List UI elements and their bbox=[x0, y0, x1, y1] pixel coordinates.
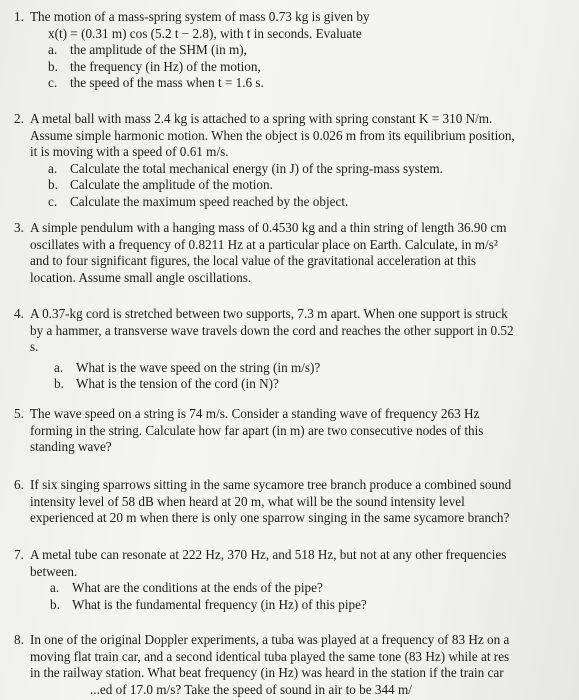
problem-part bbox=[54, 376, 579, 393]
part-text: Calculate the amplitude of the motion. bbox=[70, 177, 273, 193]
problem-text-line: between. bbox=[30, 563, 78, 579]
problem-part bbox=[48, 161, 579, 178]
problem-text-line: and to four significant figures, the local value of the gravitational acceleration at this bbox=[30, 253, 477, 269]
part-label: b. bbox=[54, 376, 64, 392]
problem-part bbox=[54, 360, 579, 377]
problem-number: 5. bbox=[14, 406, 24, 421]
problem-text-line: s. bbox=[30, 339, 39, 355]
part-text: What is the tension of the cord (in N)? bbox=[76, 376, 279, 392]
problem-number: 1. bbox=[14, 9, 24, 24]
problem-8 bbox=[14, 632, 579, 698]
problem-text-line: location. Assume small angle oscillations. bbox=[30, 269, 252, 285]
problem-7 bbox=[14, 547, 579, 613]
problem-number: 6. bbox=[14, 477, 24, 492]
part-label: c. bbox=[48, 75, 58, 91]
problem-number: 4. bbox=[14, 306, 24, 321]
problem-text-line: oscillates with a frequency of 0.8211 Hz at a particular place on Earth. Calculate, in m/s² bbox=[30, 236, 498, 252]
part-label: a. bbox=[54, 359, 64, 375]
part-text: What is the fundamental frequency (in Hz) of this pipe? bbox=[72, 596, 367, 612]
problem-3 bbox=[14, 220, 579, 286]
part-label: b. bbox=[48, 177, 58, 193]
problem-part bbox=[48, 42, 579, 59]
part-text: Calculate the total mechanical energy (in J) of the spring-mass system. bbox=[70, 160, 443, 176]
problem-formula-line: x(t) = (0.31 m) cos (5.2 t − 2.8), with t in seconds. Evaluate bbox=[48, 25, 362, 41]
problem-text-line: by a hammer, a transverse wave travels down the cord and reaches the other support in 0.52 bbox=[30, 322, 514, 338]
problem-text-line: intensity level of 58 dB when heard at 20 m, what will be the sound intensity level bbox=[30, 493, 465, 509]
part-text: What is the wave speed on the string (in m/s)? bbox=[76, 359, 321, 375]
problem-text-line: The wave speed on a string is 74 m/s. Consider a standing wave of frequency 263 Hz bbox=[30, 406, 480, 421]
problem-text-line: In one of the original Doppler experiments, a tuba was played at a frequency of 83 Hz on a bbox=[30, 632, 510, 647]
problem-part bbox=[48, 59, 579, 76]
problem-text-line: A 0.37-kg cord is stretched between two supports, 7.3 m apart. When one support is struck bbox=[30, 306, 508, 321]
problem-text-line: Assume simple harmonic motion. When the object is 0.026 m from its equilibrium position, bbox=[30, 127, 515, 143]
problem-text-line: The motion of a mass-spring system of mass 0.73 kg is given by bbox=[30, 9, 370, 24]
part-label: b. bbox=[48, 58, 58, 74]
problem-text-line: A simple pendulum with a hanging mass of 0.4530 kg and a thin string of length 36.90 cm bbox=[30, 220, 507, 235]
problem-text-line: ...ed of 17.0 m/s? Take the speed of sound in air to be 344 m/ bbox=[90, 681, 412, 697]
problem-text-line: If six singing sparrows sitting in the same sycamore tree branch produce a combined sound bbox=[30, 477, 512, 492]
part-label: c. bbox=[48, 193, 58, 209]
problem-number: 8. bbox=[14, 632, 24, 647]
problem-text-line: experienced at 20 m when there is only one sparrow singing in the same sycamore branch? bbox=[30, 510, 510, 526]
part-text: the amplitude of the SHM (in m), bbox=[70, 42, 247, 58]
problem-text-line: forming in the string. Calculate how far apart (in m) are two consecutive nodes of this bbox=[30, 422, 484, 438]
part-label: a. bbox=[48, 42, 58, 58]
problem-part bbox=[50, 597, 579, 614]
problem-2 bbox=[14, 111, 579, 211]
problem-6 bbox=[14, 477, 579, 527]
part-text: the frequency (in Hz) of the motion, bbox=[70, 58, 261, 74]
problem-text-line: it is moving with a speed of 0.61 m/s. bbox=[30, 144, 229, 160]
part-text: What are the conditions at the ends of the pipe? bbox=[72, 580, 323, 596]
problem-4 bbox=[14, 306, 579, 393]
problem-text-line: A metal tube can resonate at 222 Hz, 370 Hz, and 518 Hz, but not at any other frequencies bbox=[30, 547, 507, 562]
problem-part bbox=[48, 194, 579, 211]
problem-1 bbox=[14, 9, 579, 92]
problem-number: 3. bbox=[14, 220, 24, 235]
part-label: b. bbox=[50, 596, 60, 612]
problem-part bbox=[48, 177, 579, 194]
problem-number: 7. bbox=[14, 547, 24, 562]
problem-part bbox=[48, 75, 579, 92]
part-text: the speed of the mass when t = 1.6 s. bbox=[70, 75, 264, 91]
problem-number: 2. bbox=[14, 111, 24, 126]
part-text: Calculate the maximum speed reached by the object. bbox=[70, 193, 349, 209]
problem-text-line: moving flat train car, and a second identical tuba played the same tone (83 Hz) while at res bbox=[30, 648, 510, 664]
problem-text-line: A metal ball with mass 2.4 kg is attached to a spring with spring constant K = 310 N/m. bbox=[30, 111, 493, 126]
problem-part bbox=[50, 580, 579, 597]
part-label: a. bbox=[48, 160, 58, 176]
part-label: a. bbox=[50, 580, 60, 596]
problem-5 bbox=[14, 406, 579, 456]
problem-text-line: standing wave? bbox=[30, 439, 112, 455]
problem-text-line: in the railway station. What beat frequency (in Hz) was heard in the station if the train car bbox=[30, 665, 504, 681]
